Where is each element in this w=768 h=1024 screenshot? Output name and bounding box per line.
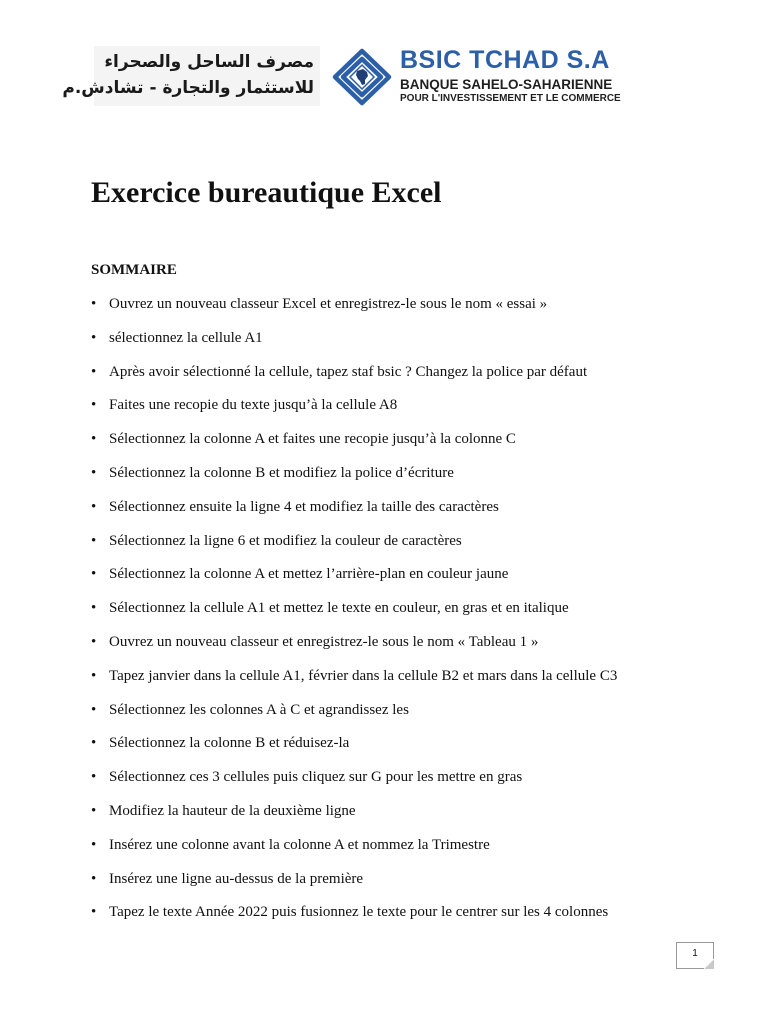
list-item-text: Sélectionnez la cellule A1 et mettez le texte en couleur, en gras et en italique <box>109 600 569 617</box>
list-item-text: Sélectionnez la colonne B et modifiez la police d’écriture <box>109 464 454 481</box>
bullet-icon: • <box>91 363 97 380</box>
arabic-name-line-2: للاستثمار والتجارة - تشادش.م <box>62 78 314 98</box>
list-item-text: Tapez le texte Année 2022 puis fusionnez le texte pour le centrer sur les 4 colonnes <box>109 904 609 921</box>
list-item <box>91 563 711 597</box>
list-item-text: Sélectionnez la colonne A et faites une recopie jusqu’à la colonne C <box>109 431 516 448</box>
list-item <box>91 293 711 327</box>
list-item <box>91 834 711 868</box>
arabic-bank-name <box>62 46 320 106</box>
list-item <box>91 800 711 834</box>
list-item-text: Sélectionnez les colonnes A à C et agrandissez les <box>109 701 409 718</box>
page-number-box <box>676 942 714 969</box>
brand-subtitle-line-1: BANQUE SAHELO-SAHARIENNE <box>400 77 613 92</box>
list-item <box>91 394 711 428</box>
bullet-icon: • <box>91 769 97 786</box>
bullet-icon: • <box>91 431 97 448</box>
list-item <box>91 462 711 496</box>
brand-title: BSIC TCHAD S.A <box>400 46 610 74</box>
list-item <box>91 327 711 361</box>
bullet-icon: • <box>91 498 97 515</box>
section-heading: SOMMAIRE <box>91 262 177 278</box>
list-item-text: Sélectionnez ces 3 cellules puis cliquez sur G pour les mettre en gras <box>109 769 523 786</box>
list-item-text: Tapez janvier dans la cellule A1, février dans la cellule B2 et mars dans la cellule C3 <box>109 667 618 684</box>
bullet-icon: • <box>91 701 97 718</box>
list-item-text: Sélectionnez ensuite la ligne 4 et modifiez la taille des caractères <box>109 498 499 515</box>
list-item <box>91 361 711 395</box>
letterhead <box>62 46 646 106</box>
list-item-text: Faites une recopie du texte jusqu’à la cellule A8 <box>109 397 398 414</box>
arabic-name-line-1: مصرف الساحل والصحراء <box>104 52 314 72</box>
bullet-icon: • <box>91 904 97 921</box>
bullet-icon: • <box>91 667 97 684</box>
bsic-diamond-emblem-icon <box>332 48 392 106</box>
list-item-text: Sélectionnez la colonne A et mettez l’arrière-plan en couleur jaune <box>109 566 509 583</box>
bullet-icon: • <box>91 532 97 549</box>
list-item-text: Après avoir sélectionné la cellule, tapez staf bsic ? Changez la police par défaut <box>109 363 588 380</box>
list-item <box>91 530 711 564</box>
list-item <box>91 665 711 699</box>
page-number: 1 <box>692 948 698 959</box>
list-item <box>91 597 711 631</box>
list-item <box>91 496 711 530</box>
list-item-text: Ouvrez un nouveau classeur Excel et enregistrez-le sous le nom « essai » <box>109 296 548 312</box>
bullet-icon: • <box>91 802 97 819</box>
list-item-text: Sélectionnez la colonne B et réduisez-la <box>109 735 350 752</box>
bullet-icon: • <box>91 296 97 312</box>
bullet-icon: • <box>91 464 97 481</box>
bullet-icon: • <box>91 397 97 414</box>
list-item-text: Insérez une colonne avant la colonne A et nommez la Trimestre <box>109 836 490 853</box>
list-item <box>91 901 711 935</box>
list-item <box>91 631 711 665</box>
page-curl-icon <box>704 959 714 969</box>
list-item <box>91 428 711 462</box>
list-item-text: Insérez une ligne au-dessus de la première <box>109 870 364 887</box>
list-item-text: Ouvrez un nouveau classeur et enregistrez-le sous le nom « Tableau 1 » <box>109 633 539 650</box>
bullet-icon: • <box>91 600 97 617</box>
bullet-icon: • <box>91 836 97 853</box>
bullet-icon: • <box>91 329 97 346</box>
bullet-icon: • <box>91 870 97 887</box>
bullet-icon: • <box>91 633 97 650</box>
list-item <box>91 699 711 733</box>
list-item-text: Modifiez la hauteur de la deuxième ligne <box>109 802 356 819</box>
document-title: Exercice bureautique Excel <box>91 176 442 209</box>
list-item-text: sélectionnez la cellule A1 <box>109 329 263 346</box>
list-item-text: Sélectionnez la ligne 6 et modifiez la couleur de caractères <box>109 532 462 549</box>
bullet-icon: • <box>91 735 97 752</box>
list-item <box>91 766 711 800</box>
task-list <box>91 293 711 935</box>
bullet-icon: • <box>91 566 97 583</box>
list-item <box>91 868 711 902</box>
brand-subtitle-line-2: POUR L'INVESTISSEMENT ET LE COMMERCE <box>400 93 621 104</box>
list-item <box>91 732 711 766</box>
